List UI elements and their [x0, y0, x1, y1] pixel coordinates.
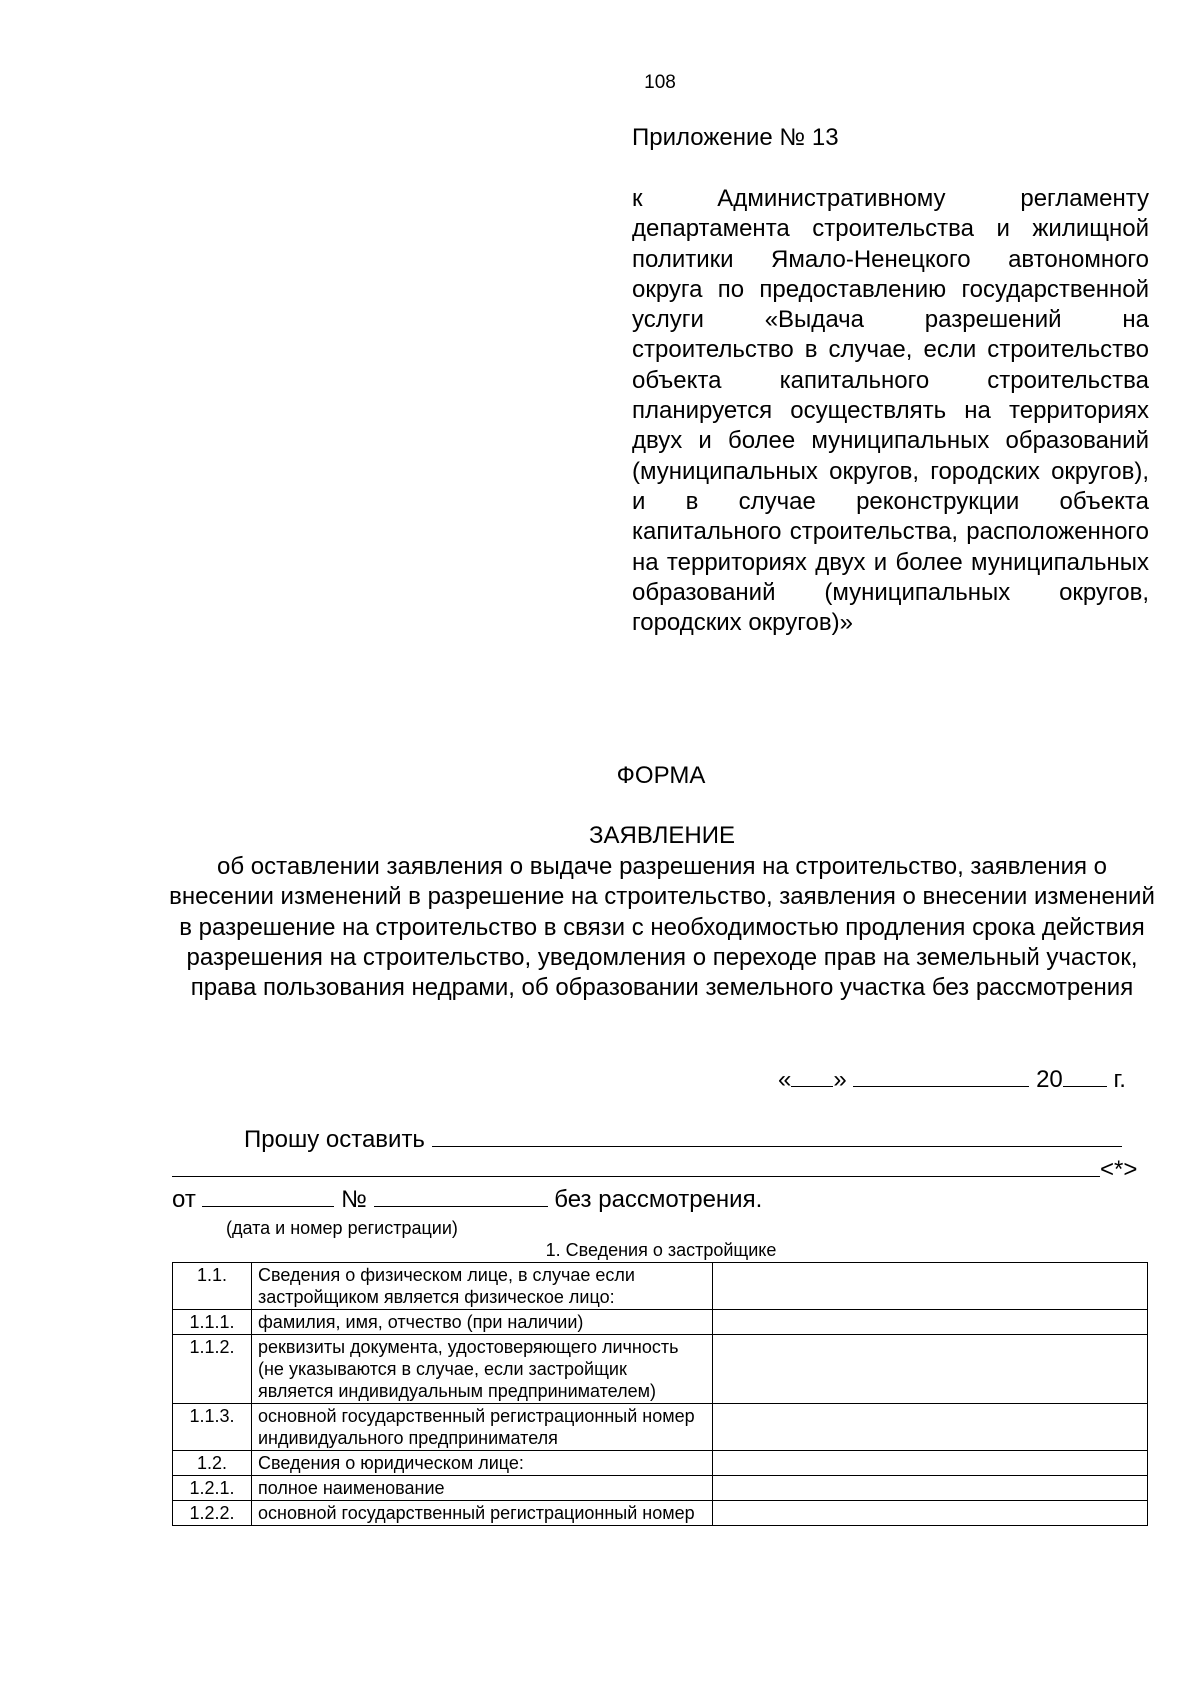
- year-prefix: 20: [1036, 1066, 1063, 1093]
- request-continuation-line: [172, 1154, 1137, 1184]
- row-number: 1.1.1.: [173, 1310, 252, 1335]
- without-review-text: без рассмотрения.: [554, 1186, 763, 1213]
- table-row: [173, 1476, 1148, 1501]
- row-number: 1.1.: [173, 1263, 252, 1310]
- table-row: [173, 1501, 1148, 1526]
- year-blank[interactable]: [1063, 1064, 1107, 1087]
- row-label: полное наименование: [252, 1476, 713, 1501]
- form-label: ФОРМА: [616, 762, 706, 789]
- row-value-cell[interactable]: [713, 1335, 1148, 1404]
- row-value-cell[interactable]: [713, 1476, 1148, 1501]
- row-label: фамилия, имя, отчество (при наличии): [252, 1310, 713, 1335]
- table-row: [173, 1263, 1148, 1310]
- row-number: 1.1.3.: [173, 1404, 252, 1451]
- request-line: [244, 1124, 1122, 1154]
- row-label: Сведения о физическом лице, в случае если застройщиком является физическое лицо:: [252, 1263, 713, 1310]
- number-label: №: [341, 1186, 367, 1213]
- request-continuation-blank[interactable]: [172, 1154, 1100, 1177]
- request-subject-blank[interactable]: [432, 1124, 1122, 1147]
- request-text: Прошу оставить: [244, 1126, 425, 1153]
- table-row: [173, 1310, 1148, 1335]
- page-number: 108: [644, 72, 676, 93]
- row-value-cell[interactable]: [713, 1263, 1148, 1310]
- table-row: [173, 1451, 1148, 1476]
- section-title: 1. Сведения о застройщике: [545, 1240, 777, 1260]
- row-number: 1.2.: [173, 1451, 252, 1476]
- registration-number-blank[interactable]: [374, 1184, 548, 1207]
- registration-line: [172, 1184, 762, 1214]
- row-value-cell[interactable]: [713, 1310, 1148, 1335]
- registration-date-blank[interactable]: [202, 1184, 334, 1207]
- table-row: [173, 1404, 1148, 1451]
- row-number: 1.1.2.: [173, 1335, 252, 1404]
- registration-caption: (дата и номер регистрации): [226, 1218, 458, 1238]
- document-subheading: об оставлении заявления о выдаче разрешения на строительство, заявления о внесении изменений в разрешение на строительство, заявления о внесении изменений в разрешение на строительство в связи с необходимостью продления срока действия разрешения на строительство, уведомления о переходе прав на земельный участок, права пользования недрами, об образовании земельного участка без рассмотрения: [169, 853, 1155, 1002]
- row-label: основной государственный регистрационный номер индивидуального предпринимателя: [252, 1404, 713, 1451]
- month-blank[interactable]: [853, 1064, 1029, 1087]
- year-suffix: г.: [1113, 1066, 1126, 1093]
- appendix-body: к Административному регламенту департамента строительства и жилищной политики Ямало-Ненецкого автономного округа по предоставлению государственной услуги «Выдача разрешений на строительство в случае, если строительство объекта капитального строительства планируется осуществлять на территориях двух и более муниципальных образований (муниципальных округов, городских округов), и в случае реконструкции объекта капитального строительства, расположенного на территориях двух и более муниципальных образований (муниципальных округов, городских округов)»: [632, 185, 1149, 637]
- row-label: основной государственный регистрационный номер: [252, 1501, 713, 1526]
- row-number: 1.2.1.: [173, 1476, 252, 1501]
- row-label: реквизиты документа, удостоверяющего личность (не указываются в случае, если застройщик является индивидуальным предпринимателем): [252, 1335, 713, 1404]
- footnote-mark: <*>: [1100, 1156, 1138, 1183]
- date-close-quote: »: [833, 1066, 847, 1093]
- developer-info-table: [172, 1262, 1148, 1526]
- document-heading: ЗАЯВЛЕНИЕ: [589, 822, 735, 849]
- date-line: [778, 1064, 1126, 1094]
- date-open-quote: «: [778, 1066, 792, 1093]
- row-value-cell[interactable]: [713, 1404, 1148, 1451]
- row-label: Сведения о юридическом лице:: [252, 1451, 713, 1476]
- row-number: 1.2.2.: [173, 1501, 252, 1526]
- row-value-cell[interactable]: [713, 1501, 1148, 1526]
- appendix-title: Приложение № 13: [632, 124, 839, 151]
- day-blank[interactable]: [791, 1064, 833, 1087]
- table-row: [173, 1335, 1148, 1404]
- row-value-cell[interactable]: [713, 1451, 1148, 1476]
- from-label: от: [172, 1186, 196, 1213]
